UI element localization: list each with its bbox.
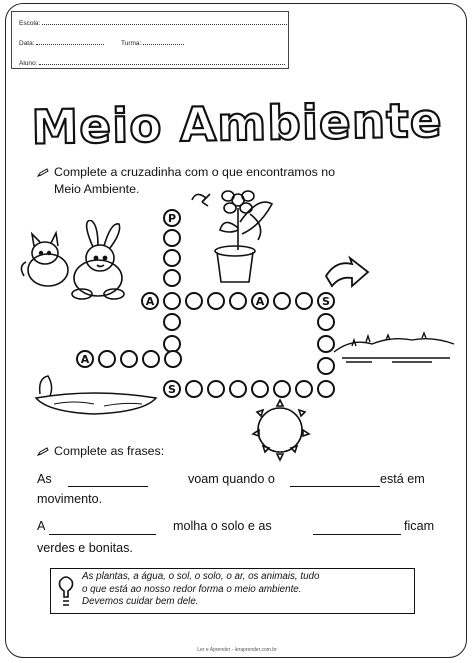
crossword-cell[interactable] xyxy=(273,380,291,398)
turma-blank[interactable] xyxy=(143,38,184,45)
crossword-cell[interactable] xyxy=(141,292,159,310)
aluno-blank[interactable] xyxy=(39,58,285,65)
crossword-letter-s1: S xyxy=(322,294,330,308)
crossword-instruction xyxy=(37,164,335,180)
escola-field[interactable] xyxy=(19,18,287,27)
title-text: Meio Ambiente xyxy=(32,94,442,154)
sentence1-blank2[interactable] xyxy=(290,485,380,487)
sentence2-line2: verdes e bonitas. xyxy=(37,541,133,555)
crossword-cell[interactable] xyxy=(207,380,225,398)
pencil-icon xyxy=(37,447,49,456)
crossword-cell[interactable] xyxy=(163,313,181,331)
crossword-cell[interactable] xyxy=(295,380,313,398)
crossword-cell[interactable] xyxy=(163,229,181,247)
aluno-label: Aluno: xyxy=(19,60,38,67)
info-line1: As plantas, a água, o sol, o solo, o ar, os animais, tudo xyxy=(82,571,320,582)
crossword-cell[interactable] xyxy=(76,350,94,368)
crossword-cell[interactable] xyxy=(251,292,269,310)
crossword-cell[interactable] xyxy=(185,380,203,398)
crossword-cell[interactable] xyxy=(229,380,247,398)
crossword-cell[interactable] xyxy=(163,380,181,398)
pencil-icon xyxy=(37,168,49,177)
phrases-instruction-label: Complete as frases: xyxy=(54,444,165,458)
crossword-letter-a3: A xyxy=(80,352,90,366)
sentence2-mid: molha o solo e as xyxy=(173,519,272,533)
sentence1-mid: voam quando o xyxy=(188,472,275,486)
escola-blank[interactable] xyxy=(42,18,287,25)
info-text xyxy=(82,571,412,609)
info-line2: o que está ao nosso redor forma o meio ambiente. xyxy=(82,583,302,595)
crossword-cell[interactable] xyxy=(229,292,247,310)
crossword-cell[interactable] xyxy=(98,350,116,368)
sentence1-line2: movimento. xyxy=(37,492,103,506)
crossword-cell[interactable] xyxy=(317,380,335,398)
crossword-letter-s2: S xyxy=(168,382,176,396)
crossword-cell[interactable] xyxy=(163,292,181,310)
crossword-cell[interactable] xyxy=(317,292,335,310)
crossword-cell[interactable] xyxy=(185,292,203,310)
crossword-cell[interactable] xyxy=(251,380,269,398)
crossword-letter-a1: A xyxy=(145,294,155,308)
crossword-cell[interactable] xyxy=(163,269,181,287)
crossword-cell[interactable] xyxy=(317,335,335,353)
crossword-cell[interactable] xyxy=(317,357,335,375)
lightbulb-icon xyxy=(56,573,76,610)
aluno-field[interactable] xyxy=(19,58,285,67)
data-field[interactable] xyxy=(19,38,104,47)
footer-credit: Ler e Aprender - leraprender.com.br xyxy=(197,647,277,653)
crossword-cell[interactable] xyxy=(295,292,313,310)
sentence2-a: A xyxy=(37,519,46,533)
info-line3: Devemos cuidar bem dele. xyxy=(82,596,199,607)
turma-field[interactable] xyxy=(121,38,184,47)
sentence1-blank1[interactable] xyxy=(68,485,148,487)
page-title xyxy=(32,94,442,154)
sun-illustration xyxy=(243,390,317,464)
water-illustration xyxy=(34,368,160,418)
sentence2-blank1[interactable] xyxy=(49,533,156,535)
data-label: Data: xyxy=(19,40,35,47)
crossword-cell[interactable] xyxy=(163,209,181,227)
animals-illustration xyxy=(18,220,128,310)
sentence1-as: As xyxy=(37,472,52,486)
title-lettering xyxy=(32,94,442,154)
escola-label: Escola: xyxy=(19,20,41,27)
phrases-instruction xyxy=(37,443,164,459)
crossword-cell[interactable] xyxy=(317,313,335,331)
crossword-instruction-line2: Meio Ambiente. xyxy=(54,182,140,196)
crossword-cell[interactable] xyxy=(164,350,182,368)
sentence2-blank2[interactable] xyxy=(313,533,401,535)
sentence2-end: ficam xyxy=(404,519,435,533)
crossword-cell[interactable] xyxy=(273,292,291,310)
crossword-cell[interactable] xyxy=(142,350,160,368)
landscape-illustration xyxy=(332,318,456,366)
sentence1-end: está em xyxy=(380,472,425,486)
turma-label: Turma: xyxy=(121,40,142,47)
crossword-cell[interactable] xyxy=(163,249,181,267)
crossword-letter-a2: A xyxy=(255,294,265,308)
crossword-cell[interactable] xyxy=(207,292,225,310)
crossword-cell[interactable] xyxy=(120,350,138,368)
flower-pot-illustration xyxy=(188,186,284,286)
data-blank[interactable] xyxy=(36,38,104,45)
crossword-instruction-line1: Complete a cruzadinha com o que encontramos no xyxy=(54,165,336,179)
crossword-letter-p: P xyxy=(167,211,177,225)
